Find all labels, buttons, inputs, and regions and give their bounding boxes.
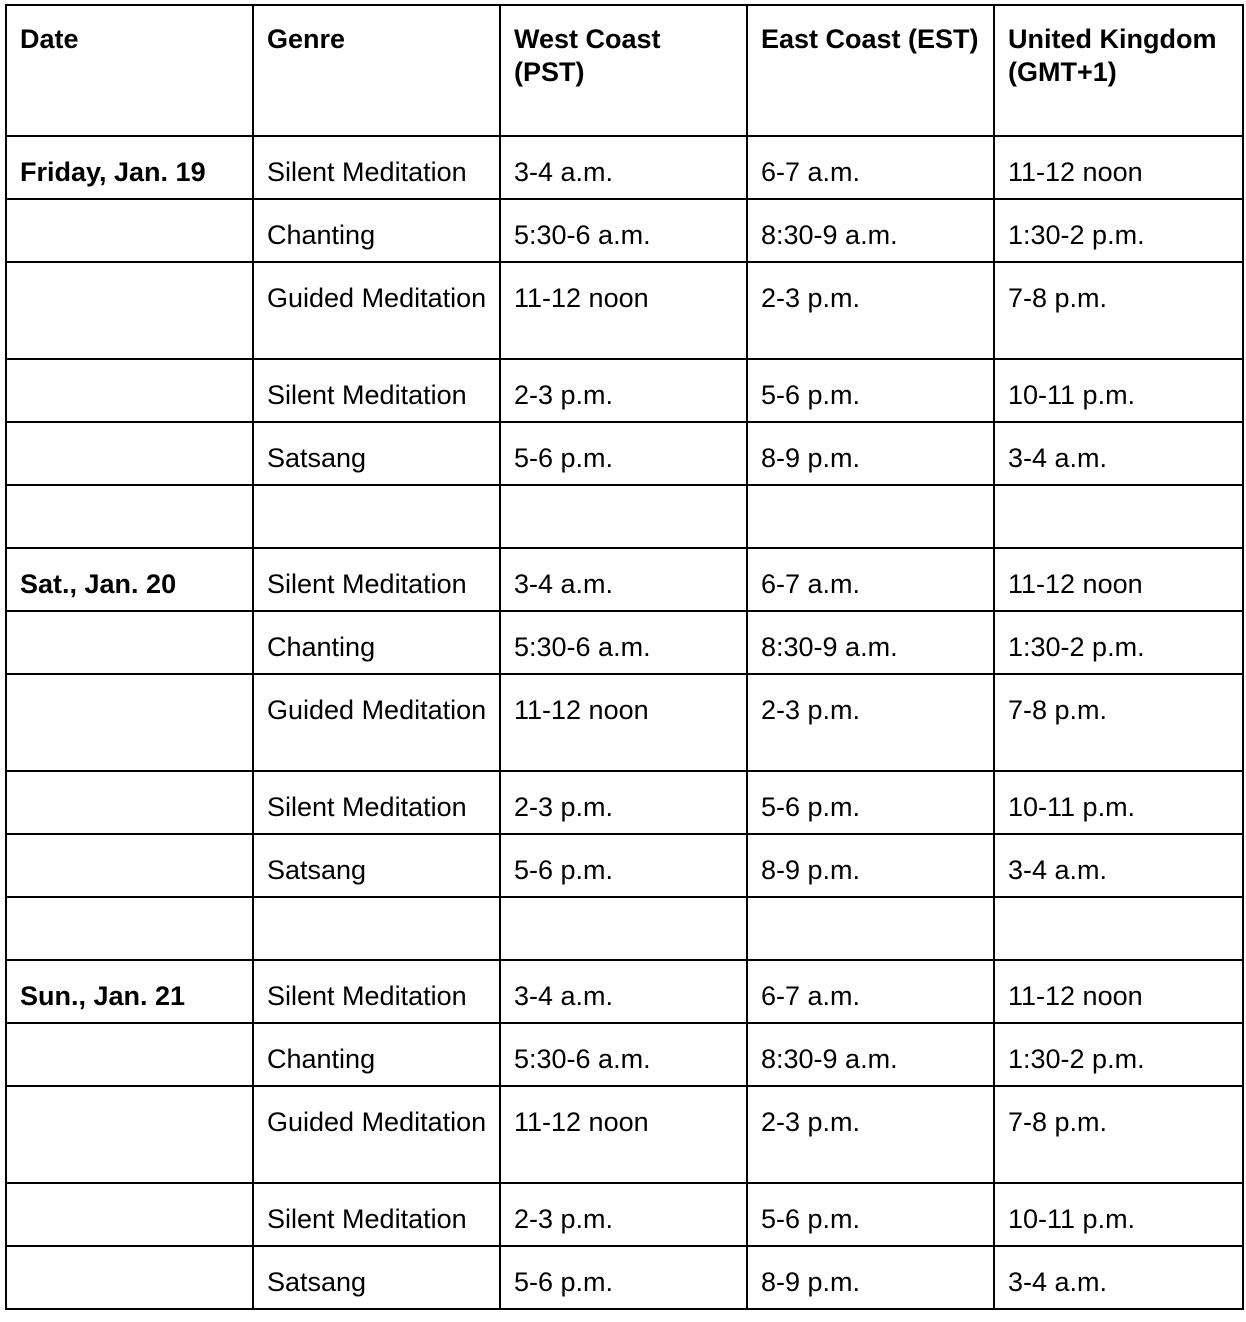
uk-time: 3-4 a.m. — [994, 1246, 1243, 1309]
genre-cell: Silent Meditation — [253, 548, 500, 611]
table-row — [6, 422, 1243, 485]
table-row — [6, 834, 1243, 897]
west-coast-time: 3-4 a.m. — [500, 960, 747, 1023]
east-coast-time: 8:30-9 a.m. — [747, 611, 994, 674]
date-cell: Sat., Jan. 20 — [6, 548, 253, 611]
spacer-row — [6, 897, 1243, 960]
west-coast-time: 11-12 noon — [500, 674, 747, 771]
east-coast-time: 2-3 p.m. — [747, 262, 994, 359]
header-west-coast: West Coast (PST) — [500, 5, 747, 136]
date-cell — [6, 199, 253, 262]
east-coast-time: 8:30-9 a.m. — [747, 1023, 994, 1086]
west-coast-time: 11-12 noon — [500, 262, 747, 359]
east-coast-time: 8:30-9 a.m. — [747, 199, 994, 262]
table-row — [6, 1246, 1243, 1309]
table-row — [6, 262, 1243, 359]
uk-time: 7-8 p.m. — [994, 674, 1243, 771]
east-coast-time: 6-7 a.m. — [747, 548, 994, 611]
genre-cell: Guided Meditation — [253, 262, 500, 359]
header-date: Date — [6, 5, 253, 136]
date-cell — [6, 1023, 253, 1086]
west-coast-time: 11-12 noon — [500, 1086, 747, 1183]
date-cell — [6, 359, 253, 422]
west-coast-time: 5:30-6 a.m. — [500, 611, 747, 674]
date-cell — [6, 611, 253, 674]
date-cell — [6, 262, 253, 359]
west-coast-time: 2-3 p.m. — [500, 359, 747, 422]
west-coast-time: 5-6 p.m. — [500, 834, 747, 897]
west-coast-time: 3-4 a.m. — [500, 136, 747, 199]
east-coast-time: 8-9 p.m. — [747, 1246, 994, 1309]
table-row — [6, 771, 1243, 834]
schedule-body — [6, 136, 1243, 1309]
uk-time: 3-4 a.m. — [994, 422, 1243, 485]
genre-cell: Guided Meditation — [253, 674, 500, 771]
genre-cell: Guided Meditation — [253, 1086, 500, 1183]
table-row — [6, 359, 1243, 422]
table-row — [6, 548, 1243, 611]
west-coast-time: 5:30-6 a.m. — [500, 199, 747, 262]
uk-time: 11-12 noon — [994, 960, 1243, 1023]
date-cell — [6, 834, 253, 897]
west-coast-time: 2-3 p.m. — [500, 771, 747, 834]
date-cell — [6, 1246, 253, 1309]
table-row — [6, 1183, 1243, 1246]
uk-time: 7-8 p.m. — [994, 262, 1243, 359]
genre-cell: Satsang — [253, 834, 500, 897]
uk-time: 1:30-2 p.m. — [994, 199, 1243, 262]
spacer-row — [6, 485, 1243, 548]
uk-time: 11-12 noon — [994, 136, 1243, 199]
west-coast-time: 5-6 p.m. — [500, 1246, 747, 1309]
west-coast-time: 5:30-6 a.m. — [500, 1023, 747, 1086]
genre-cell: Silent Meditation — [253, 771, 500, 834]
east-coast-time: 5-6 p.m. — [747, 359, 994, 422]
schedule-table — [5, 4, 1244, 1310]
genre-cell: Silent Meditation — [253, 359, 500, 422]
uk-time: 10-11 p.m. — [994, 1183, 1243, 1246]
genre-cell: Silent Meditation — [253, 960, 500, 1023]
west-coast-time: 3-4 a.m. — [500, 548, 747, 611]
table-row — [6, 674, 1243, 771]
date-cell — [6, 771, 253, 834]
date-cell: Sun., Jan. 21 — [6, 960, 253, 1023]
east-coast-time: 6-7 a.m. — [747, 960, 994, 1023]
table-row — [6, 1023, 1243, 1086]
east-coast-time: 2-3 p.m. — [747, 1086, 994, 1183]
header-united-kingdom: United Kingdom (GMT+1) — [994, 5, 1243, 136]
table-row — [6, 1086, 1243, 1183]
uk-time: 1:30-2 p.m. — [994, 611, 1243, 674]
table-row — [6, 960, 1243, 1023]
header-genre: Genre — [253, 5, 500, 136]
genre-cell: Chanting — [253, 1023, 500, 1086]
genre-cell: Satsang — [253, 422, 500, 485]
date-cell — [6, 1183, 253, 1246]
genre-cell: Satsang — [253, 1246, 500, 1309]
genre-cell: Chanting — [253, 611, 500, 674]
date-cell — [6, 1086, 253, 1183]
table-row — [6, 136, 1243, 199]
west-coast-time: 2-3 p.m. — [500, 1183, 747, 1246]
east-coast-time: 8-9 p.m. — [747, 834, 994, 897]
uk-time: 1:30-2 p.m. — [994, 1023, 1243, 1086]
uk-time: 10-11 p.m. — [994, 359, 1243, 422]
east-coast-time: 2-3 p.m. — [747, 674, 994, 771]
table-row — [6, 611, 1243, 674]
uk-time: 11-12 noon — [994, 548, 1243, 611]
table-row — [6, 199, 1243, 262]
header-row — [6, 5, 1243, 136]
west-coast-time: 5-6 p.m. — [500, 422, 747, 485]
uk-time: 7-8 p.m. — [994, 1086, 1243, 1183]
header-east-coast: East Coast (EST) — [747, 5, 994, 136]
genre-cell: Silent Meditation — [253, 136, 500, 199]
genre-cell: Silent Meditation — [253, 1183, 500, 1246]
east-coast-time: 8-9 p.m. — [747, 422, 994, 485]
east-coast-time: 5-6 p.m. — [747, 1183, 994, 1246]
east-coast-time: 6-7 a.m. — [747, 136, 994, 199]
uk-time: 10-11 p.m. — [994, 771, 1243, 834]
east-coast-time: 5-6 p.m. — [747, 771, 994, 834]
date-cell: Friday, Jan. 19 — [6, 136, 253, 199]
date-cell — [6, 674, 253, 771]
uk-time: 3-4 a.m. — [994, 834, 1243, 897]
genre-cell: Chanting — [253, 199, 500, 262]
date-cell — [6, 422, 253, 485]
